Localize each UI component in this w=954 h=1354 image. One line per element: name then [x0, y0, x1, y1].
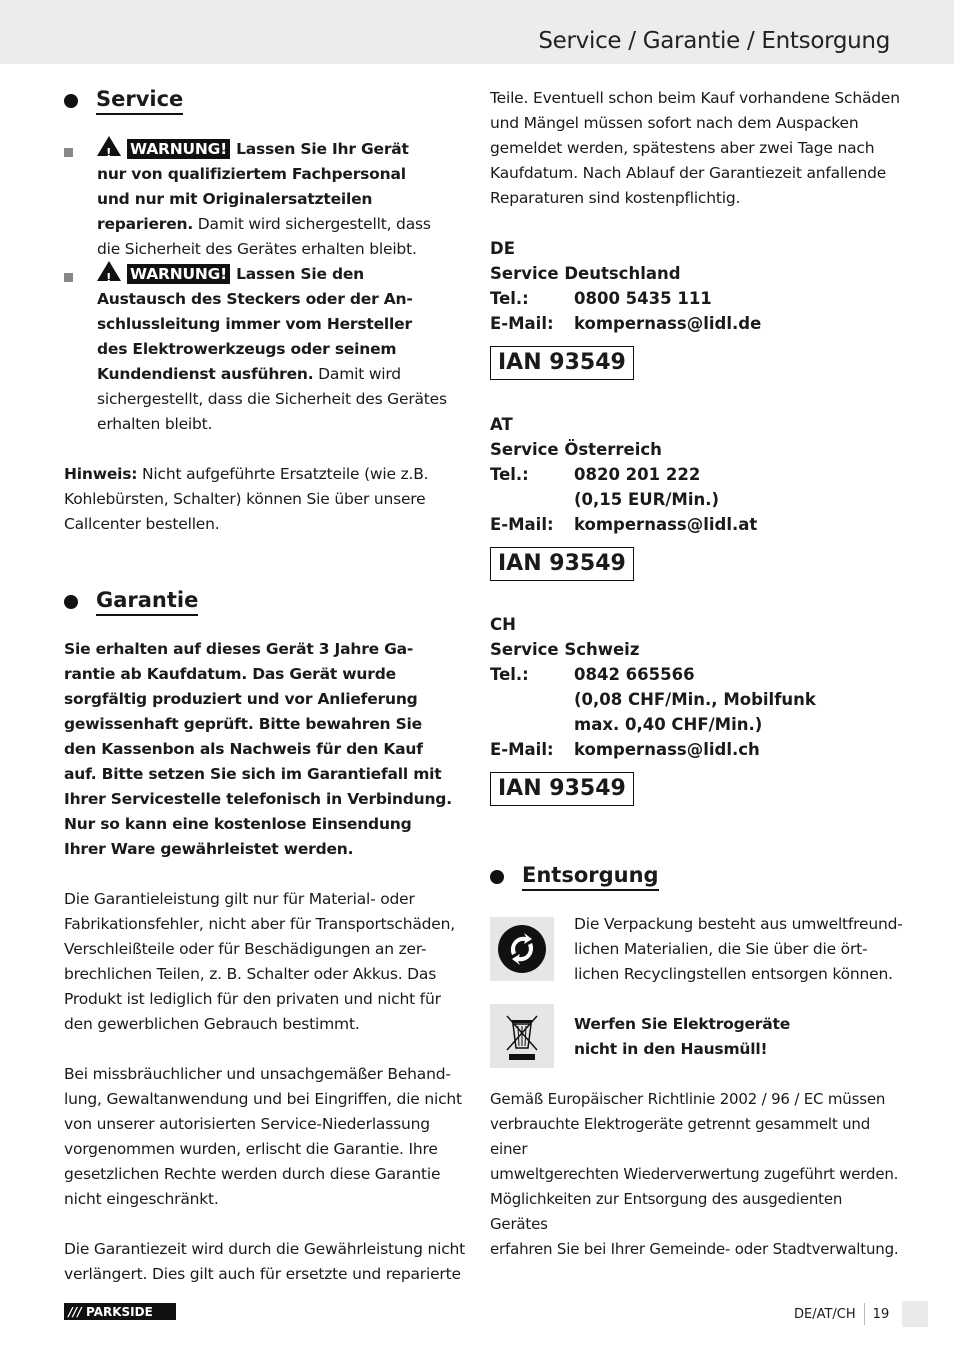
heading-bullet-icon	[64, 595, 78, 609]
entsorgung-weee-text: Werfen Sie Elektrogeräte nicht in den Hausmüll!	[574, 1015, 791, 1058]
page-title: Service / Garantie / Entsorgung	[538, 28, 890, 54]
contact-de-name: Service Deutschland	[490, 264, 681, 283]
contact-ch-mail: E-Mail: kompernass@lidl.ch	[490, 740, 760, 759]
entsorgung-heading: Entsorgung	[490, 862, 659, 891]
contact-de-mail: E-Mail: kompernass@lidl.de	[490, 314, 762, 333]
contact-ch-tel: Tel.: 0842 665566	[490, 665, 695, 684]
contact-at-tel: Tel.: 0820 201 222	[490, 465, 701, 484]
service-warning-1: ! WARNUNG! Lassen Sie Ihr Gerät nur von qualifiziertem Fachpersonal und nur mit Originalersatzteilen reparieren. Damit wird sichergestellt, dass die Sicherheit des Gerätes erhalten bleibt.	[97, 136, 467, 262]
heading-bullet-icon	[64, 94, 78, 108]
garantie-paragraph-2: Bei missbräuchlicher und unsachgemäßer Behand- lung, Gewaltanwendung und bei Eingriffen, die nicht von unserer autorisierten Service-Niederlassung vorgenommen wurden, erlischt die Garantie. Ihre gesetzlichen Rechte werden durch diese Garantie nicht eingeschränkt.	[64, 1065, 462, 1208]
heading-bullet-icon	[490, 870, 504, 884]
contact-at-name: Service Österreich	[490, 440, 662, 459]
footer-divider	[864, 1303, 865, 1325]
garantie-paragraph-1: Die Garantieleistung gilt nur für Material- oder Fabrikationsfehler, nicht aber für Transportschäden, Verschleißteile oder für Beschädigungen an zer- brechlichen Teilen, z. B. Schalter oder Akkus. Das Produkt ist lediglich für den privaten und nicht für den gewerblichen Gebrauch bestimmt.	[64, 890, 455, 1033]
contact-ch-name: Service Schweiz	[490, 640, 640, 659]
garantie-paragraph-3-continued: Teile. Eventuell schon beim Kauf vorhandene Schäden und Mängel müssen sofort nach dem Auspacken gemeldet werden, spätestens aber zwei Tage nach Kaufdatum. Nach Ablauf der Garantiezeit anfallende Reparaturen sind kostenpflichtig.	[490, 89, 900, 207]
page-header	[0, 0, 954, 64]
footer-language: DE/AT/CH	[794, 1306, 856, 1322]
contact-at-tel-note: (0,15 EUR/Min.)	[574, 490, 720, 509]
entsorgung-packaging-text: Die Verpackung besteht aus umweltfreund- lichen Materialien, die Sie über die ört- lichen Recyclingstellen entsorgen können.	[574, 915, 903, 983]
entsorgung-paragraph-2: Möglichkeiten zur Entsorgung des ausgedienten Gerätes erfahren Sie bei Ihrer Gemeinde- oder Stadtverwaltung.	[490, 1190, 899, 1258]
service-hint: Hinweis: Nicht aufgeführte Ersatzteile (wie z.B. Kohlebürsten, Schalter) können Sie über unsere Callcenter bestellen.	[64, 465, 429, 533]
parkside-logo: /// PARKSIDE	[64, 1303, 176, 1320]
ian-box-de: IAN 93549	[490, 346, 634, 380]
contact-de-code: DE	[490, 239, 515, 258]
warning-triangle-icon: !	[97, 136, 121, 156]
contact-ch-tel-note-1: (0,08 CHF/Min., Mobilfunk	[574, 690, 816, 709]
footer-page-info	[794, 1303, 889, 1325]
footer-tab-marker	[902, 1301, 928, 1327]
service-heading: Service	[64, 86, 183, 115]
entsorgung-paragraph-1: Gemäß Europäischer Richtlinie 2002 / 96 / EC müssen verbrauchte Elektrogeräte getrennt gesammelt und einer umweltgerechten Wiederverwertung zugeführt werden.	[490, 1090, 899, 1183]
garantie-heading: Garantie	[64, 587, 198, 616]
warning-triangle-icon: !	[97, 261, 121, 281]
page-number: 19	[872, 1306, 890, 1322]
garantie-bold-paragraph: Sie erhalten auf dieses Gerät 3 Jahre Ga- rantie ab Kaufdatum. Das Gerät wurde sorgfältig produziert und vor Anlieferung gewissenhaft geprüft. Bitte bewahren Sie den Kassenbon als Nachweis für den Kauf auf. Bitte setzen Sie sich im Garantiefall mit Ihrer Servicestelle telefonisch in Verbindung. Nur so kann eine kostenlose Einsendung Ihrer Ware gewährleistet werden.	[64, 640, 452, 858]
contact-at-code: AT	[490, 415, 513, 434]
ian-box-at: IAN 93549	[490, 547, 634, 581]
square-bullet-icon	[64, 273, 73, 282]
contact-ch-code: CH	[490, 615, 516, 634]
crossed-bin-icon	[490, 1004, 554, 1068]
garantie-paragraph-3: Die Garantiezeit wird durch die Gewährleistung nicht verlängert. Dies gilt auch für ersetzte und reparierte	[64, 1240, 466, 1283]
contact-de-tel: Tel.: 0800 5435 111	[490, 289, 712, 308]
ian-box-ch: IAN 93549	[490, 772, 634, 806]
square-bullet-icon	[64, 148, 73, 157]
service-warning-2: ! WARNUNG! Lassen Sie den Austausch des Steckers oder der An- schlussleitung immer vom Hersteller des Elektrowerkzeugs oder seinem Kundendienst ausführen. Damit wird sichergestellt, dass die Sicherheit des Gerätes erhalten bleibt.	[97, 261, 467, 437]
recycling-icon	[490, 917, 554, 981]
contact-ch-tel-note-2: max. 0,40 CHF/Min.)	[574, 715, 763, 734]
contact-at-mail: E-Mail: kompernass@lidl.at	[490, 515, 758, 534]
